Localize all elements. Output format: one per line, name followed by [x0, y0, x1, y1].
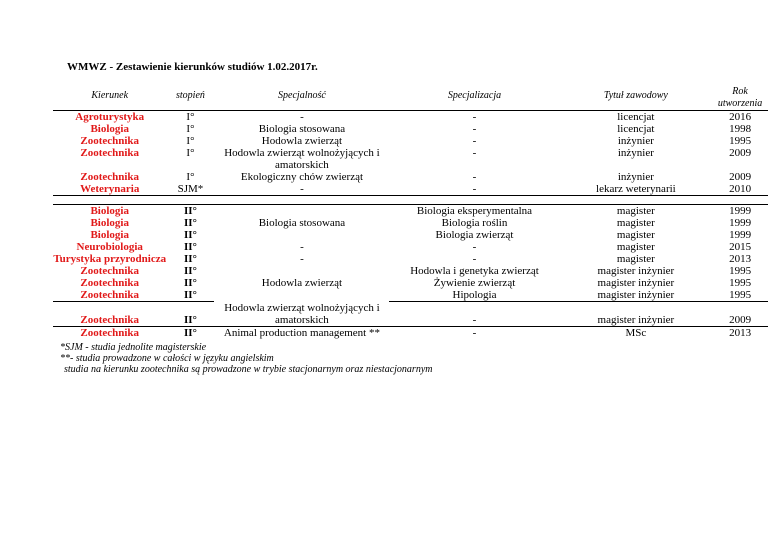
specjalizacja-cell: Biologia roślin [441, 217, 508, 229]
rok-cell: 2009 [729, 171, 752, 183]
specjalizacja-cell: Hodowla i genetyka zwierząt [410, 265, 539, 277]
stopien-cell: II° [183, 217, 197, 229]
specjalnosc-cell: - [300, 253, 304, 265]
tytul-cell: magister inżynier [597, 265, 675, 277]
header-kierunek: Kierunek [53, 81, 166, 111]
stopien-cell: II° [183, 265, 197, 277]
table-row [53, 277, 768, 289]
specjalnosc-cell: - [300, 241, 304, 253]
tytul-cell: magister [616, 217, 655, 229]
specjalizacja-cell: Biologia eksperymentalna [416, 205, 533, 217]
footnote-mode: studia na kierunku zootechnika są prowadzone w trybie stacjonarnym oraz niestacjonarnym [64, 364, 433, 375]
tytul-cell: licencjat [617, 123, 655, 135]
specjalizacja-cell: - [472, 147, 477, 159]
stopien-cell: II° [166, 289, 214, 302]
page-title: WMWZ - Zestawienie kierunków studiów 1.02.2017r. [67, 61, 318, 73]
specjalnosc-cell: Hodowla zwierząt [261, 135, 343, 147]
kierunek-cell: Biologia [90, 123, 129, 135]
specjalizacja-cell: - [472, 111, 477, 123]
rok-cell: 1999 [729, 229, 752, 241]
specjalizacja-cell: - [472, 183, 477, 195]
table-row [53, 147, 768, 171]
rok-cell: 1995 [712, 289, 768, 302]
kierunek-cell: Biologia [90, 229, 129, 241]
rok-cell: 1998 [729, 123, 752, 135]
specjalizacja-cell: - [472, 253, 477, 265]
tytul-cell: inżynier [617, 135, 654, 147]
table-row [53, 205, 768, 218]
specjalizacja-cell: - [472, 135, 477, 147]
specjalnosc-cell: Hodowla zwierząt [261, 277, 343, 290]
specjalnosc-cell: Biologia stosowana [258, 217, 346, 229]
specjalnosc-cell: Animal production management ** [214, 326, 389, 339]
table-row [53, 326, 768, 339]
kierunek-cell: Biologia [90, 205, 129, 217]
tytul-cell: licencjat [617, 111, 655, 123]
specjalizacja-cell: Żywienie zwierząt [433, 277, 516, 289]
kierunek-cell: Zootechnika [80, 265, 140, 277]
kierunek-cell: Turystyka przyrodnicza [53, 253, 167, 265]
stopien-cell: I° [186, 135, 195, 147]
rok-cell: 2015 [729, 241, 752, 253]
rok-cell: 2013 [712, 326, 768, 339]
kierunek-cell: Biologia [90, 217, 129, 229]
kierunek-cell: Zootechnika [53, 289, 166, 302]
stopien-cell: I° [186, 111, 195, 123]
table-row [53, 241, 768, 253]
tytul-cell: MSc [560, 326, 713, 339]
rok-cell: 1995 [729, 277, 752, 289]
kierunek-cell: Zootechnika [80, 277, 140, 289]
specjalizacja-cell: - [472, 313, 477, 326]
tytul-cell: magister [616, 241, 655, 253]
rok-cell: 2016 [729, 111, 752, 123]
stopien-cell: II° [183, 241, 197, 253]
kierunek-cell: Neurobiologia [76, 241, 143, 253]
rok-cell: 1999 [729, 205, 752, 217]
stopien-cell: I° [186, 171, 195, 183]
table-row [53, 171, 768, 183]
table-row [53, 289, 768, 302]
tytul-cell: lekarz weterynarii [596, 183, 676, 195]
rok-cell: 2013 [729, 253, 752, 265]
specjalizacja-cell: - [389, 326, 559, 339]
stopien-cell: II° [166, 326, 214, 339]
stopien-cell: II° [183, 277, 197, 289]
rok-cell: 1995 [729, 265, 752, 277]
specjalnosc-cell: - [300, 111, 304, 123]
tytul-cell: magister [616, 229, 655, 241]
specjalizacja-cell: Hipologia [389, 289, 559, 302]
table-row [53, 183, 768, 196]
table-row [53, 135, 768, 147]
tytul-cell: inżynier [617, 171, 654, 183]
tytul-cell: magister inżynier [597, 313, 675, 326]
rok-cell: 2010 [729, 183, 752, 195]
table-row [53, 253, 768, 265]
stopien-cell: II° [183, 313, 197, 326]
kierunek-cell: Weterynaria [80, 183, 140, 195]
header-specjalnosc: Specjalność [214, 81, 389, 111]
stopien-cell: II° [183, 229, 197, 241]
tytul-cell: magister inżynier [597, 277, 675, 289]
kierunek-cell: Agroturystyka [75, 111, 145, 123]
kierunek-cell: Zootechnika [80, 147, 140, 159]
table-row [53, 111, 768, 124]
rok-cell: 1995 [729, 135, 752, 147]
specjalnosc-cell: - [300, 183, 304, 195]
tytul-cell: magister [616, 253, 655, 265]
rok-cell: 2009 [729, 147, 752, 159]
table-row [53, 217, 768, 229]
specjalizacja-cell: Biologia zwierząt [435, 229, 514, 241]
study-programs-table [53, 81, 768, 339]
specjalizacja-cell: - [472, 123, 477, 135]
stopien-cell: I° [186, 123, 195, 135]
footnotes [60, 342, 432, 375]
specjalnosc-cell: Ekologiczny chów zwierząt [240, 171, 364, 183]
header-tytul: Tytuł zawodowy [560, 81, 713, 111]
header-stopien: stopień [166, 81, 214, 111]
table-row [53, 302, 768, 327]
rok-cell: 2009 [729, 313, 752, 326]
stopien-cell: II° [183, 253, 197, 265]
footnote-english: **- studia prowadzone w całości w języku angielskim [60, 353, 274, 364]
kierunek-cell: Zootechnika [53, 326, 166, 339]
specjalnosc-cell: Biologia stosowana [258, 123, 346, 135]
header-rok: Rok utworzenia [712, 81, 768, 111]
specjalnosc-cell: Hodowla zwierząt wolnożyjących i amatorskich [224, 147, 380, 171]
kierunek-cell: Zootechnika [80, 135, 140, 147]
specjalnosc-cell: Hodowla zwierząt wolnożyjących i amatorskich [224, 301, 380, 326]
tytul-cell: magister inżynier [560, 289, 713, 302]
table-row [53, 265, 768, 277]
tytul-cell: magister [616, 205, 655, 217]
specjalizacja-cell: - [472, 171, 477, 183]
footnote-sjm: *SJM - studia jednolite magisterskie [60, 342, 207, 353]
kierunek-cell: Zootechnika [80, 171, 140, 183]
group-separator [53, 196, 768, 205]
stopien-cell: SJM* [177, 183, 204, 195]
kierunek-cell: Zootechnika [80, 313, 140, 326]
rok-cell: 1999 [729, 217, 752, 229]
stopien-cell: I° [186, 147, 195, 159]
header-specjalizacja: Specjalizacja [389, 81, 559, 111]
specjalizacja-cell: - [472, 241, 477, 253]
table-row [53, 229, 768, 241]
table-header-row [53, 81, 768, 111]
stopien-cell: II° [183, 205, 197, 217]
table-row [53, 123, 768, 135]
tytul-cell: inżynier [617, 147, 654, 159]
